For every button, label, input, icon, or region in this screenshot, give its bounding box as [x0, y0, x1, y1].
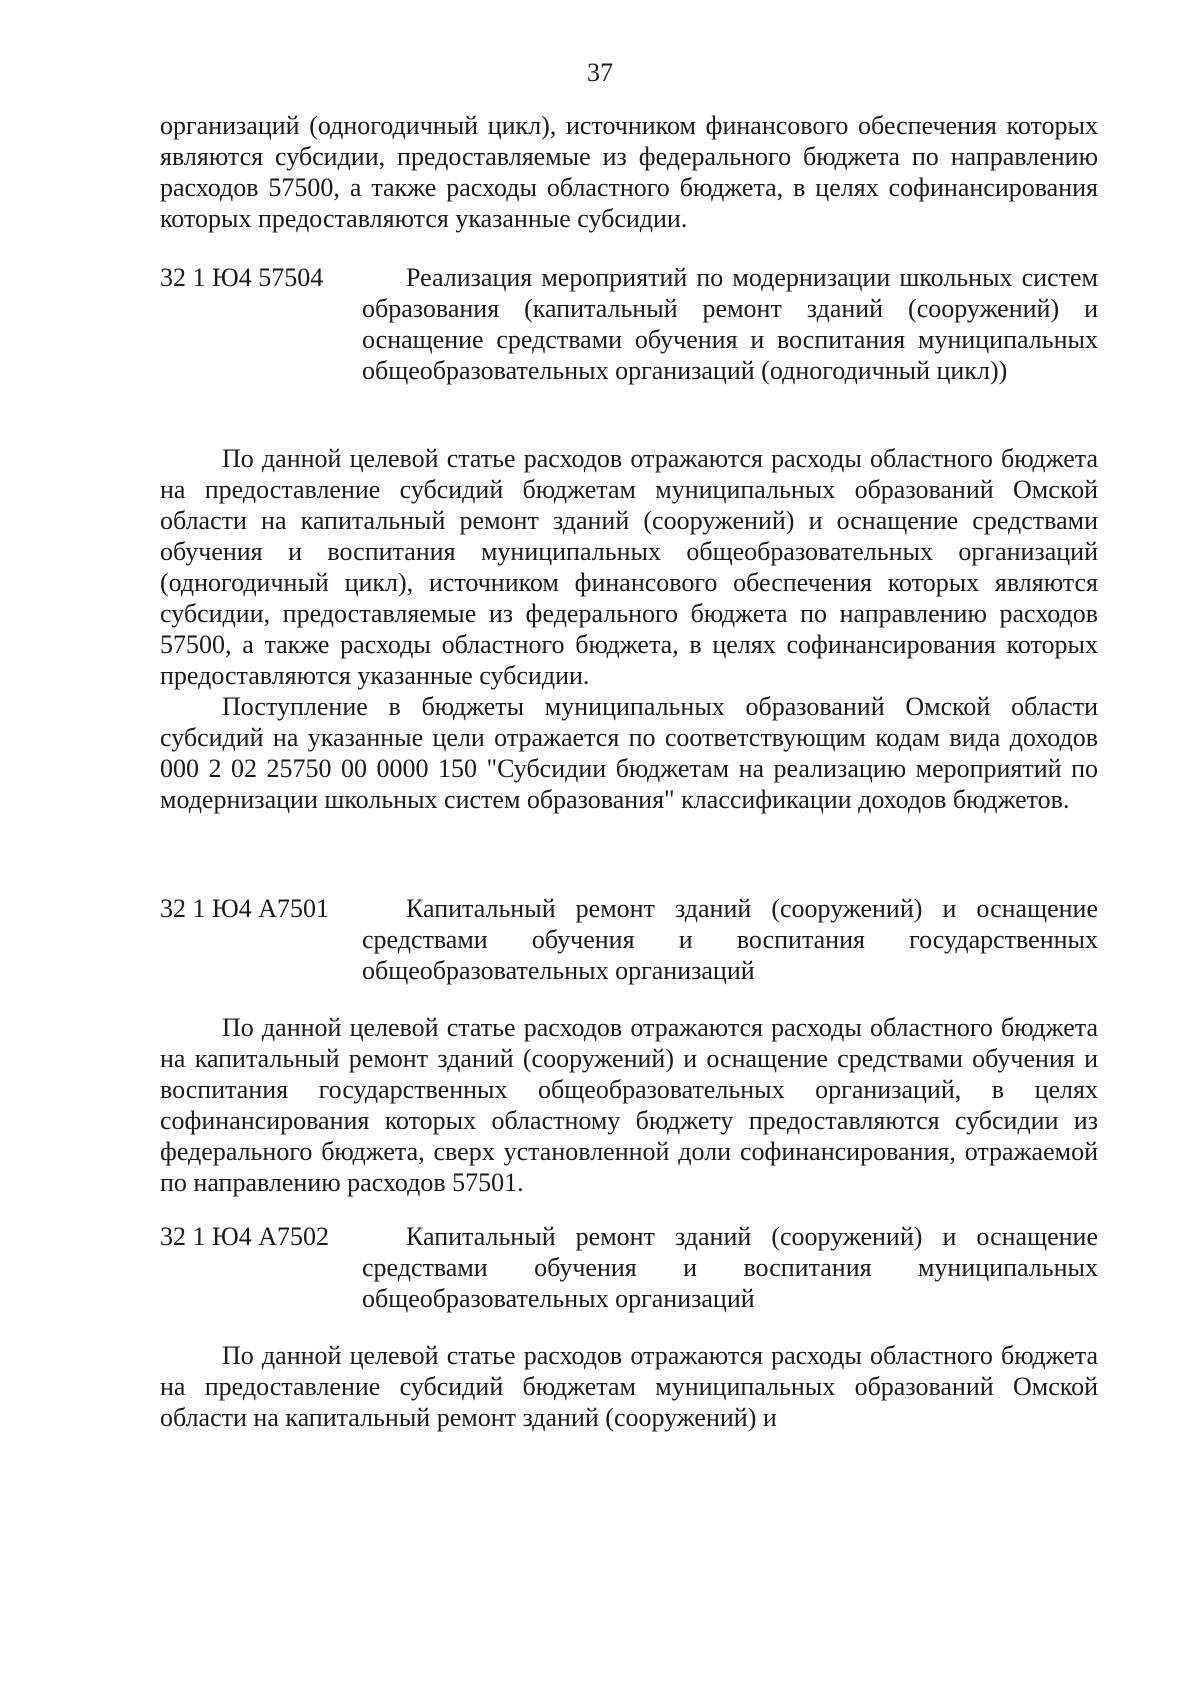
section-2-paragraph-1: По данной целевой статье расходов отражаются расходы областного бюджета на капитальный ремонт зданий (сооружений) и оснащение средствами обучения и воспитания государственных общеобразовательных организаций, в целях софинансирования которых областному бюджету предоставляются субсидии из федерального бюджета, сверх установленной доли софинансирования, отражаемой по направлению расходов 57501.: [160, 1013, 1098, 1197]
section-3-code: 32 1 Ю4 А7502: [160, 1222, 329, 1251]
section-1-paragraph-2: Поступление в бюджеты муниципальных образований Омской области субсидий на указанные цели отражается по соответствующим кодам вида доходов 000 2 02 25750 00 0000 150 "Субсидии бюджетам на реализацию мероприятий по модернизации школьных систем образования" классификации доходов бюджетов.: [160, 692, 1098, 814]
section-1-heading: [160, 262, 1098, 386]
section-1-body: [160, 443, 1098, 815]
section-3-heading: [160, 1221, 1098, 1314]
section-3-title: Капитальный ремонт зданий (сооружений) и оснащение средствами обучения и воспитания муниципальных общеобразовательных организаций: [362, 1222, 1098, 1313]
section-1-code: 32 1 Ю4 57504: [160, 263, 324, 292]
section-2-heading: [160, 893, 1098, 986]
section-2-code: 32 1 Ю4 А7501: [160, 894, 329, 923]
section-3-body: [160, 1340, 1098, 1433]
section-2-title: Капитальный ремонт зданий (сооружений) и оснащение средствами обучения и воспитания государственных общеобразовательных организаций: [362, 894, 1098, 985]
section-2-body: [160, 1012, 1098, 1198]
section-1-title: Реализация мероприятий по модернизации школьных систем образования (капитальный ремонт зданий (сооружений) и оснащение средствами обучения и воспитания муниципальных общеобразовательных организаций (одногодичный цикл)): [362, 263, 1098, 385]
intro-paragraph: организаций (одногодичный цикл), источником финансового обеспечения которых являются субсидии, предоставляемые из федерального бюджета по направлению расходов 57500, а также расходы областного бюджета, в целях софинансирования которых предоставляются указанные субсидии.: [160, 111, 1098, 233]
section-1-paragraph-1: По данной целевой статье расходов отражаются расходы областного бюджета на предоставление субсидий бюджетам муниципальных образований Омской области на капитальный ремонт зданий (сооружений) и оснащение средствами обучения и воспитания муниципальных общеобразовательных организаций (одногодичный цикл), источником финансового обеспечения которых являются субсидии, предоставляемые из федерального бюджета по направлению расходов 57500, а также расходы областного бюджета, в целях софинансирования которых предоставляются указанные субсидии.: [160, 444, 1098, 690]
section-3-paragraph-1: По данной целевой статье расходов отражаются расходы областного бюджета на предоставление субсидий бюджетам муниципальных образований Омской области на капитальный ремонт зданий (сооружений) и: [160, 1341, 1098, 1432]
page-number: 37: [587, 58, 613, 87]
intro-paragraph-block: [160, 110, 1098, 234]
